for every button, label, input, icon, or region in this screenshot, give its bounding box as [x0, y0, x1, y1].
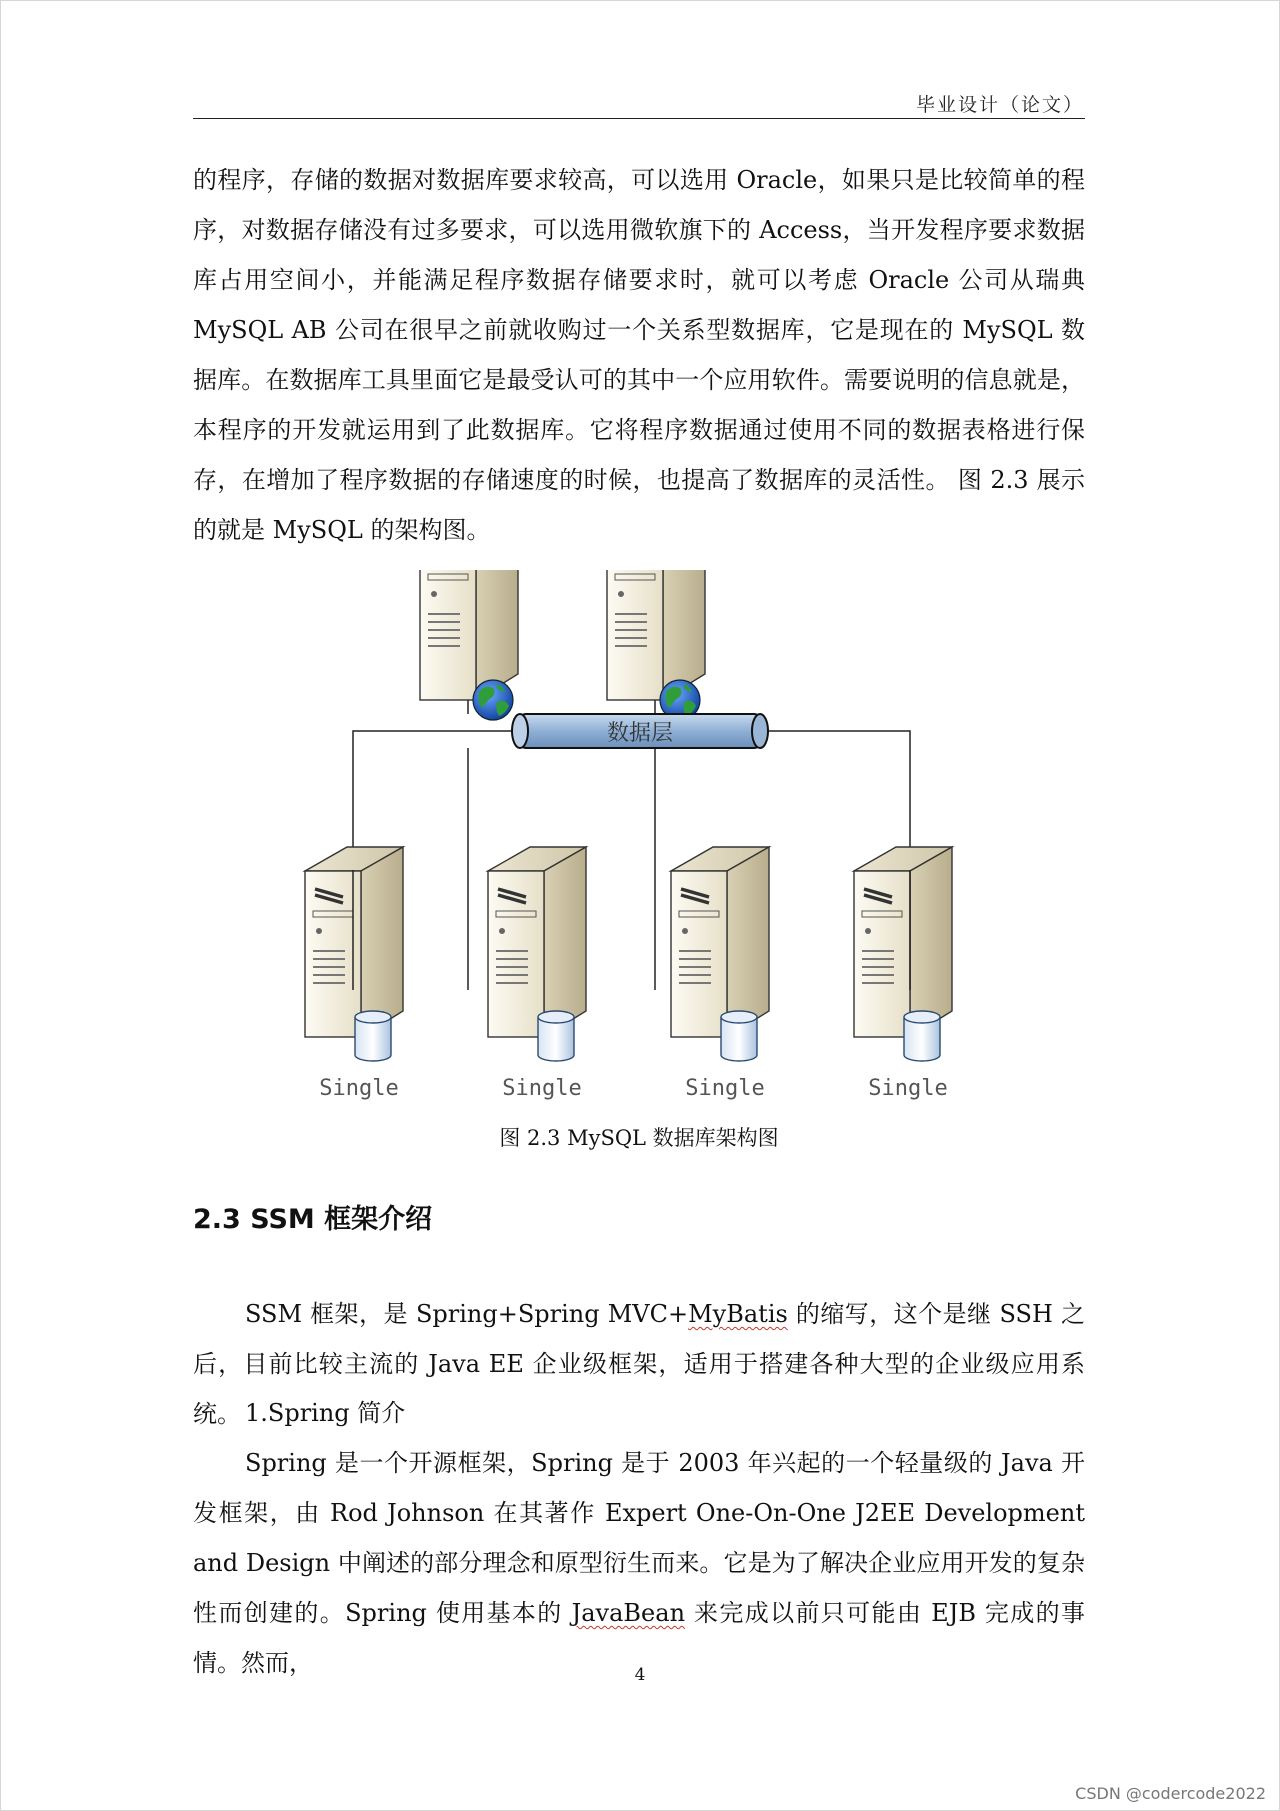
spellcheck-flagged-word: MyBatis [688, 1300, 788, 1328]
architecture-diagram [193, 570, 1085, 1120]
single-database-node-3 [671, 847, 769, 1061]
subheading: 1.Spring 简介 [245, 1399, 406, 1427]
mysql-architecture-figure [193, 570, 1085, 1120]
header-rule [193, 118, 1085, 119]
node-label: Single [685, 1076, 765, 1101]
data-layer-label: 数据层 [606, 721, 674, 746]
node-label: Single [502, 1076, 582, 1101]
single-database-node-1 [305, 847, 403, 1061]
node-label: Single [319, 1076, 399, 1101]
spellcheck-flagged-word: JavaBean [571, 1599, 686, 1627]
ssm-paragraph: SSM 框架，是 Spring+Spring MVC+MyBatis 的缩写，这个是继 SSH 之后，目前比较主流的 Java EE 企业级框架，适用于搭建各种大型的企业级应用系统。 [193, 1300, 1085, 1428]
figure-caption: 图 2.3 MySQL 数据库架构图 [499, 1126, 779, 1150]
watermark: CSDN @codercode2022 [1075, 1784, 1266, 1803]
page-number: 4 [634, 1665, 646, 1685]
section-heading: 2.3 SSM 框架介绍 [193, 1204, 433, 1235]
single-database-node-4 [854, 847, 952, 1061]
spring-paragraph: Spring 是一个开源框架，Spring 是于 2003 年兴起的一个轻量级的 Java 开发框架，由 Rod Johnson 在其著作 Expert One-On-One J2EE Development and Design 中阐述的部分理念和原型衍生而来。它是为了解决企业应用开发的复杂性而创建的。Spring 使用基本的 JavaBean 来完成以前只可能由 EJB 完成的事情。然而， [193, 1449, 1085, 1677]
node-label: Single [868, 1076, 948, 1101]
body-paragraph: 的程序，存储的数据对数据库要求较高，可以选用 Oracle，如果只是比较简单的程序，对数据存储没有过多要求，可以选用微软旗下的 Access，当开发程序要求数据库占用空间小，并能满足程序数据存储要求时，就可以考虑 Oracle 公司从瑞典 MySQL AB 公司在很早之前就收购过一个关系型数据库，它是现在的 MySQL 数据库。在数据库工具里面它是最受认可的其中一个应用软件。需要说明的信息就是，本程序的开发就运用到了此数据库。它将程序数据通过使用不同的数据表格进行保存，在增加了程序数据的存储速度的时候，也提高了数据库的灵活性。 图 2.3 展示的就是 MySQL 的架构图。 [193, 166, 1085, 544]
application-server-1 [420, 570, 518, 720]
application-server-2 [607, 570, 705, 720]
running-header: 毕业设计（论文） [915, 94, 1084, 116]
data-layer-pipe [512, 714, 768, 748]
node-connector-lines [353, 870, 910, 990]
single-database-node-2 [488, 847, 586, 1061]
